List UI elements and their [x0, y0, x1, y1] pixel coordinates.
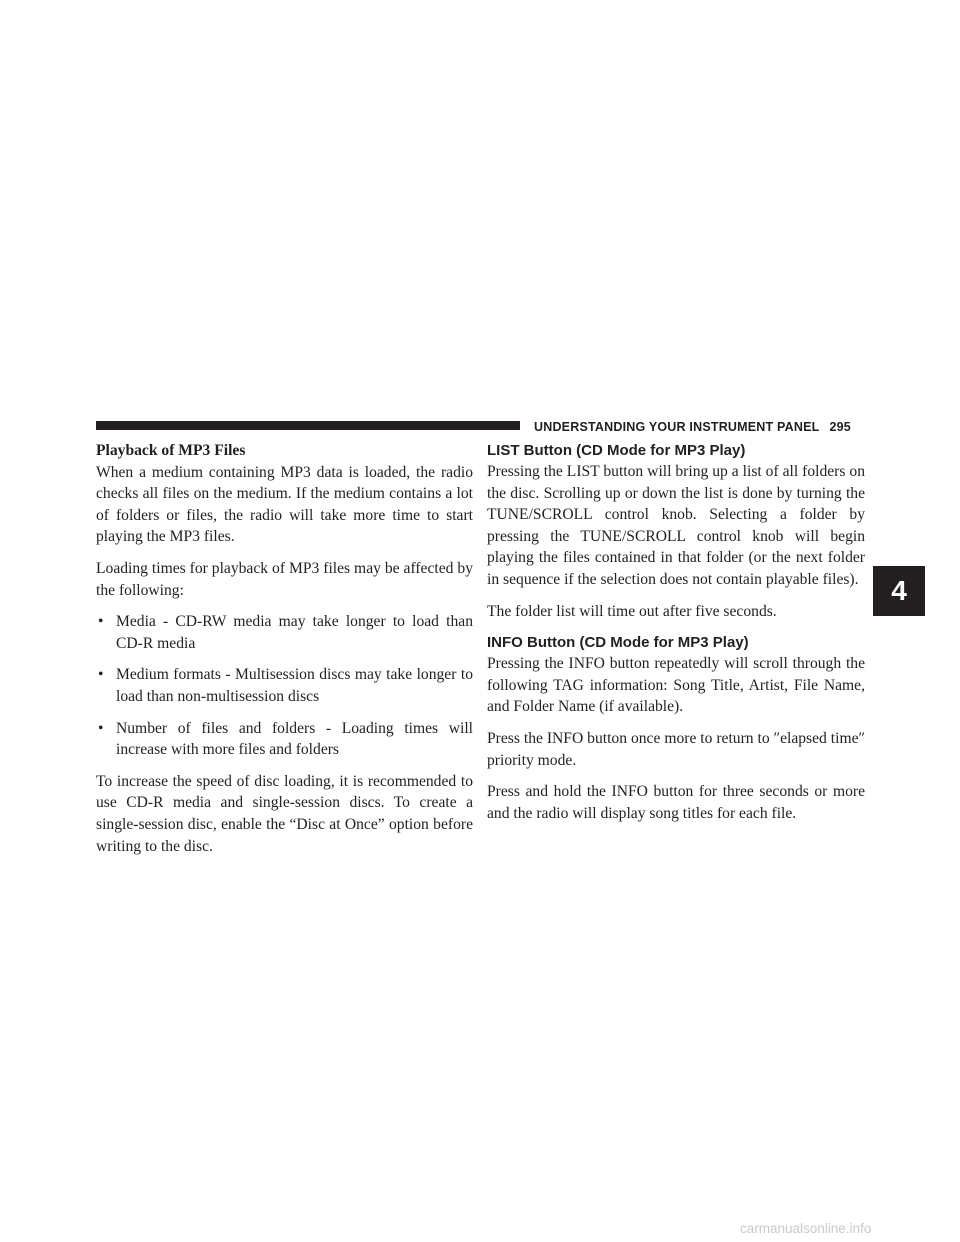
section-heading-list-button: LIST Button (CD Mode for MP3 Play) [487, 442, 746, 459]
paragraph: Pressing the LIST button will bring up a list of all folders on the disc. Scrolling up or down the list is done by turning the TUNE/SCROLL control knob. Selecting a folder by pressing the TUNE/SCROLL control knob will begin playing the files contained in that folder (or the next folder in sequence if the selection does not contain playable files). [487, 463, 865, 588]
list-item [96, 664, 473, 707]
bullet-icon: • [98, 613, 104, 631]
section-heading-info-button: INFO Button (CD Mode for MP3 Play) [487, 634, 749, 652]
header-title: UNDERSTANDING YOUR INSTRUMENT PANEL [534, 420, 820, 434]
bullet-icon: • [98, 666, 104, 684]
paragraph: Press the INFO button once more to return to ″elapsed time″ priority mode. [487, 729, 865, 769]
right-column [487, 440, 865, 834]
paragraph: When a medium containing MP3 data is loaded, the radio checks all files on the medium. If the medium contains a lot of folders or files, the radio will take more time to start playing the MP3 files. [96, 463, 473, 546]
paragraph: The folder list will time out after five seconds. [487, 602, 777, 620]
list-item [96, 611, 473, 654]
list-item [96, 718, 473, 761]
chapter-tab: 4 [873, 566, 925, 616]
paragraph: Pressing the INFO button repeatedly will scroll through the following TAG information: Song Title, Artist, File Name, and Folder Name (if available). [487, 655, 865, 716]
list-item-text: Number of files and folders - Loading times will increase with more files and folders [116, 719, 473, 759]
paragraph: Press and hold the INFO button for three seconds or more and the radio will display song titles for each file. [487, 783, 865, 822]
bullet-list [96, 611, 473, 761]
bullet-icon: • [98, 719, 104, 737]
running-header [534, 419, 851, 435]
list-item-text: Media - CD-RW media may take longer to load than CD-R media [116, 613, 473, 652]
watermark: carmanualsonline.info [740, 1221, 872, 1236]
paragraph: To increase the speed of disc loading, it is recommended to use CD-R media and single-session discs. To create a single-session disc, enable the “Disc at Once” option before writing to the disc. [96, 772, 473, 855]
header-rule [96, 421, 520, 430]
list-item-text: Medium formats - Multisession discs may take longer to load than non-multisession discs [116, 666, 473, 705]
page-number: 295 [829, 420, 851, 434]
section-heading-mp3-playback: Playback of MP3 Files [96, 442, 246, 459]
paragraph: Loading times for playback of MP3 files may be affected by the following: [96, 559, 473, 599]
left-column [96, 440, 473, 867]
